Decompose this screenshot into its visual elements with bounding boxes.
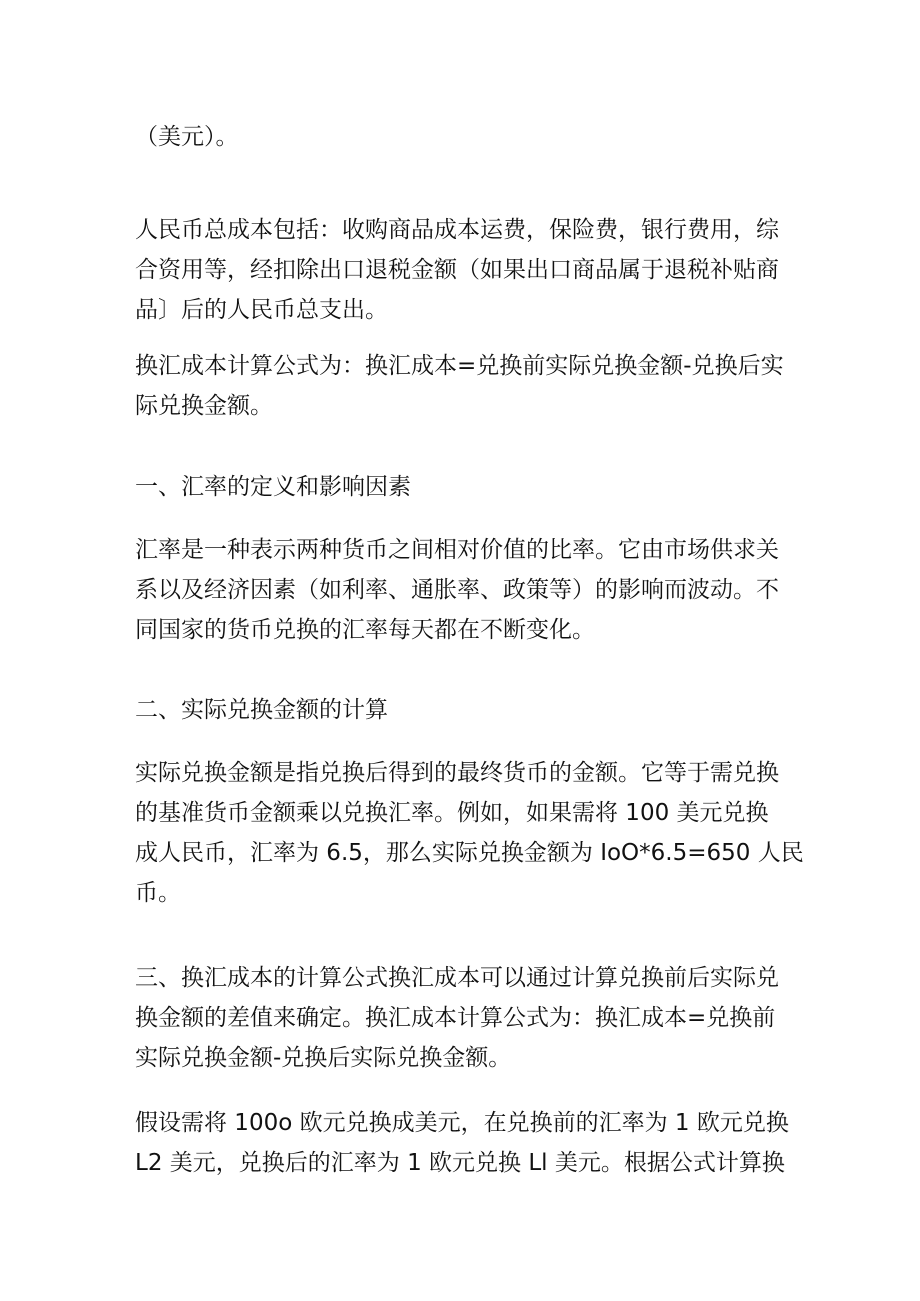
text-line: 系以及经济因素（如利率、通胀率、政策等）的影响而波动。不 bbox=[135, 577, 779, 603]
text-line: 实际兑换金额是指兑换后得到的最终货币的金额。它等于需兑换 bbox=[135, 760, 779, 786]
text-line: 的基准货币金额乘以兑换汇率。例如，如果需将 100 美元兑换 bbox=[135, 800, 769, 826]
text-line: 币。 bbox=[135, 880, 181, 906]
section-heading: 二、实际兑换金额的计算 bbox=[135, 697, 388, 723]
text-line: 成人民币，汇率为 6.5，那么实际兑换金额为 IoO*6.5=650 人民 bbox=[135, 840, 804, 866]
text-line: 汇率是一种表示两种货币之间相对价值的比率。它由市场供求关 bbox=[135, 537, 779, 563]
section-heading: 一、汇率的定义和影响因素 bbox=[135, 474, 411, 500]
text-line: 品〕后的人民币总支出。 bbox=[135, 297, 388, 323]
text-line: 人民币总成本包括：收购商品成本运费，保险费，银行费用，综 bbox=[135, 217, 779, 243]
text-line: 换汇成本计算公式为：换汇成本=兑换前实际兑换金额-兑换后实 bbox=[135, 353, 784, 379]
text-line: 实际兑换金额-兑换后实际兑换金额。 bbox=[135, 1045, 512, 1071]
text-line: 同国家的货币兑换的汇率每天都在不断变化。 bbox=[135, 617, 595, 643]
text-line: 际兑换金额。 bbox=[135, 393, 273, 419]
text-line: 合资用等，经扣除出口退税金额（如果出口商品属于退税补贴商 bbox=[135, 257, 779, 283]
text-line: L2 美元，兑换后的汇率为 1 欧元兑换 Ll 美元。根据公式计算换 bbox=[135, 1150, 785, 1176]
text-line: （美元）。 bbox=[135, 124, 239, 150]
text-line: 三、换汇成本的计算公式换汇成本可以通过计算兑换前后实际兑 bbox=[135, 965, 779, 991]
text-line: 假设需将 100o 欧元兑换成美元，在兑换前的汇率为 1 欧元兑换 bbox=[135, 1110, 789, 1136]
text-line: 换金额的差值来确定。换汇成本计算公式为：换汇成本=兑换前 bbox=[135, 1005, 776, 1031]
